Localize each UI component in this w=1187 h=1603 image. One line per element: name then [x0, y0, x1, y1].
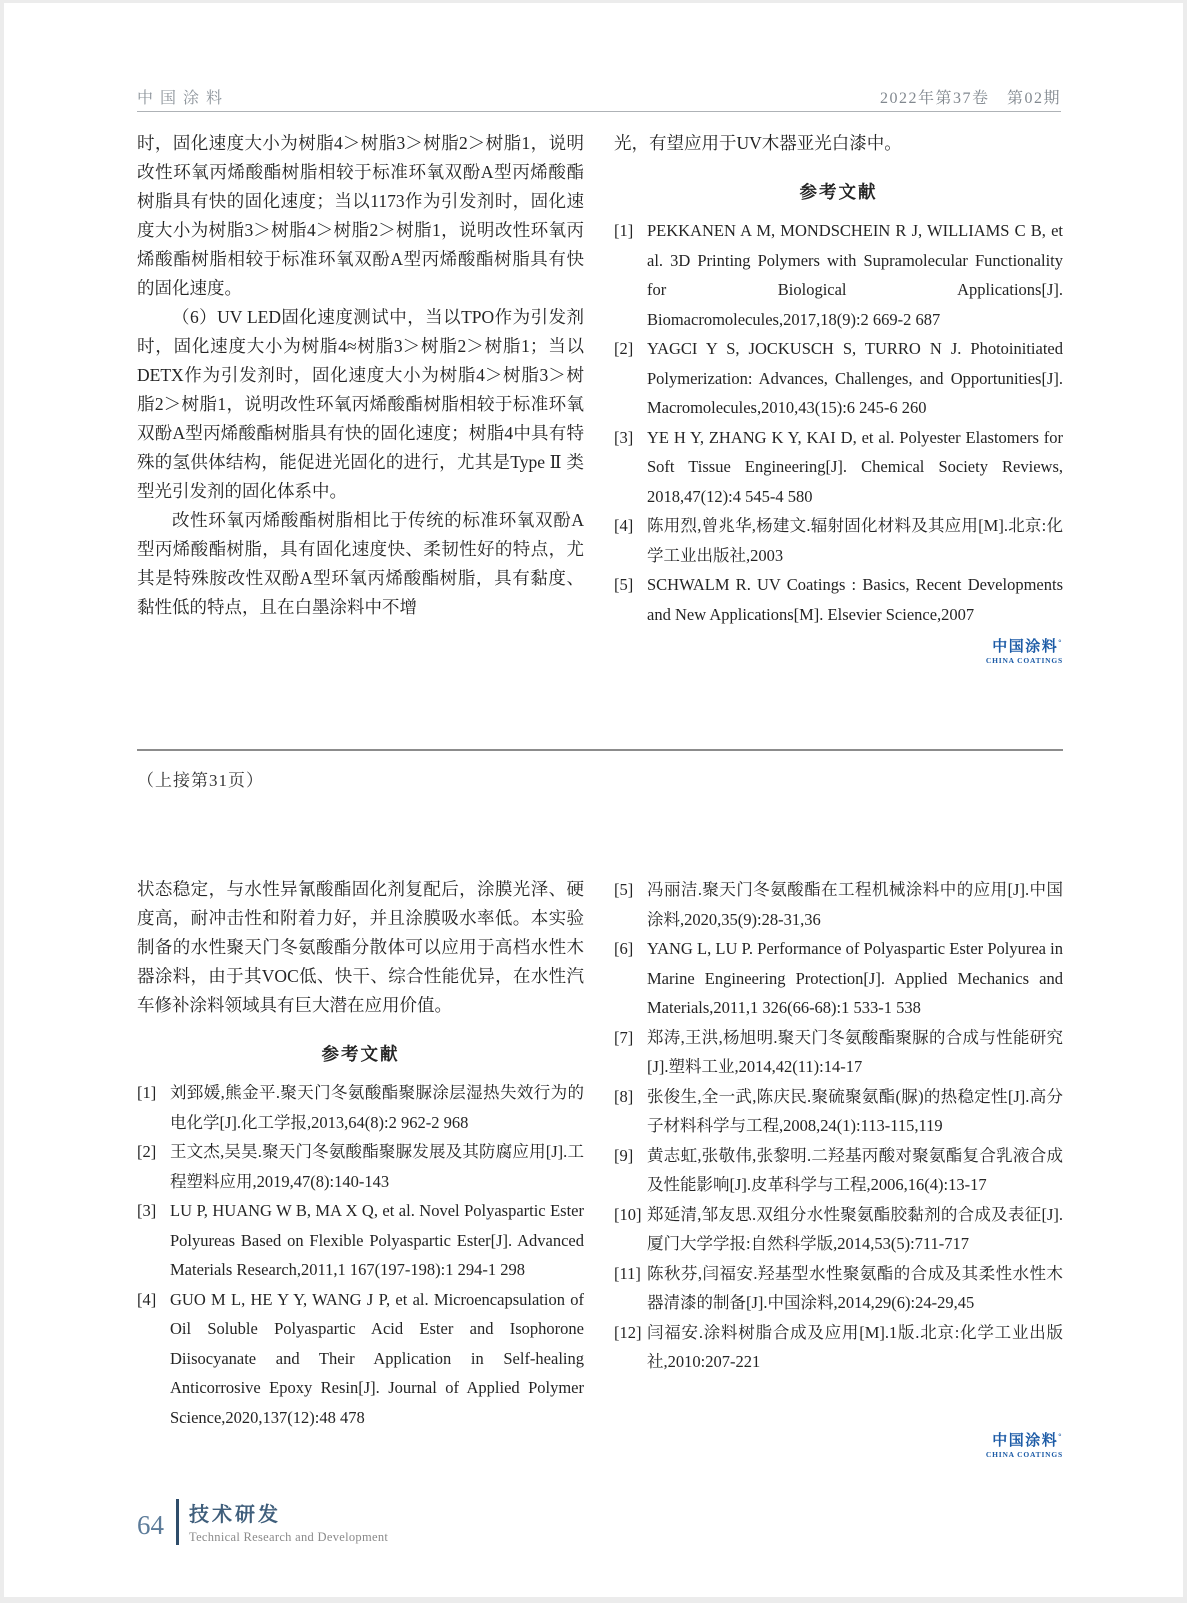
reference-number: [10] — [614, 1204, 642, 1224]
reference-item — [614, 1141, 1063, 1200]
reference-number: [2] — [137, 1142, 157, 1161]
header-divider — [137, 111, 1061, 112]
continuation-note: （上接第31页） — [137, 771, 264, 790]
journal-page — [4, 3, 1183, 1597]
body-paragraph: 状态稳定，与水性异氰酸酯固化剂复配后，涂膜光泽、硬度高，耐冲击性和附着力好，并且涂膜吸水率低。本实验制备的水性聚天门冬氨酸酯分散体可以应用于高档水性木器涂料，由于其VOC低、快干、综合性能优异，在水性汽车修补涂料领域具有巨大潜在应用价值。 — [137, 879, 584, 1015]
logo-cn-label: 中国涂料 — [992, 1432, 1059, 1449]
reference-number: [1] — [614, 221, 634, 240]
reference-text: LU P, HUANG W B, MA X Q, et al. Novel Polyaspartic Ester Polyureas Based on Flexible Polyaspartic Ester[J]. Advanced Materials Research,2011,1 167(197-198):1 294-1 298 — [170, 1201, 584, 1279]
reference-number: [3] — [614, 427, 634, 447]
logo-en-text: CHINA COATINGS — [985, 1449, 1063, 1459]
reference-item — [137, 1078, 584, 1137]
issue-info: 2022年第37卷 第02期 — [879, 90, 1061, 107]
reference-number: [9] — [614, 1145, 634, 1165]
reference-text: YANG L, LU P. Performance of Polyaspartic Ester Polyurea in Marine Engineering Protection[J]. Applied Mechanics and Materials,2011,1 326(66-68):1 533-1 538 — [647, 939, 1063, 1017]
reference-number: [11] — [614, 1263, 641, 1283]
footer-section — [189, 1503, 388, 1545]
reference-text: 陈秋芬,闫福安.羟基型水性聚氨酯的合成及其柔性水性木器清漆的制备[J].中国涂料,2014,29(6):24-29,45 — [647, 1263, 1063, 1312]
top-section — [137, 129, 1063, 665]
china-coatings-logo — [614, 1429, 1063, 1459]
reference-text: 王文杰,吴昊.聚天门冬氨酸酯聚脲发展及其防腐应用[J].工程塑料应用,2019,47(8):140-143 — [170, 1142, 584, 1191]
references-heading: 参考文献 — [321, 1044, 400, 1064]
reference-text: 冯丽洁.聚天门冬氨酸酯在工程机械涂料中的应用[J].中国涂料,2020,35(9):28-31,36 — [647, 880, 1063, 929]
reference-text: SCHWALM R. UV Coatings : Basics, Recent Developments and New Applications[M]. Elsevier Science,2007 — [647, 575, 1063, 624]
journal-name: 中国涂料 — [137, 90, 230, 107]
reference-number: [4] — [614, 516, 634, 535]
body-paragraph: （6）UV LED固化速度测试中，当以TPO作为引发剂时，固化速度大小为树脂4≈树脂3＞树脂2＞树脂1；当以DETX作为引发剂时，固化速度大小为树脂4＞树脂3＞树脂2＞树脂1，说明改性环氧丙烯酸酯树脂相较于标准环氧双酚A型丙烯酸酯树脂具有快的固化速度；树脂4中具有特殊的氢供体结构，能促进光固化的进行，尤其是Type Ⅱ 类型光引发剂的固化体系中。 — [137, 307, 584, 501]
reference-number: [5] — [614, 880, 634, 899]
references-heading: 参考文献 — [799, 182, 878, 202]
reference-text: 张俊生,全一武,陈庆民.聚硫聚氨酯(脲)的热稳定性[J].高分子材料科学与工程,2008,24(1):113-115,119 — [647, 1086, 1063, 1135]
body-paragraph: 光，有望应用于UV木器亚光白漆中。 — [614, 133, 902, 153]
reference-number: [5] — [614, 575, 634, 594]
reference-text: PEKKANEN A M, MONDSCHEIN R J, WILLIAMS C B, et al. 3D Printing Polymers with Supramolecular Functionality for Biological Applications[J]. Biomacromolecules,2017,18(9):2 669-2 687 — [647, 221, 1063, 329]
section-divider — [137, 749, 1063, 751]
page-number: 64 — [137, 1510, 164, 1540]
reference-item — [614, 1082, 1063, 1141]
reference-text: 郑涛,王洪,杨旭明.聚天门冬氨酸酯聚脲的合成与性能研究[J].塑料工业,2014,42(11):14-17 — [647, 1027, 1063, 1076]
reference-number: [4] — [137, 1289, 157, 1309]
logo-cn-text — [614, 635, 1063, 655]
reference-text: YAGCI Y S, JOCKUSCH S, TURRO N J. Photoinitiated Polymerization: Advances, Challenges, and Opportunities[J]. Macromolecules,2010,43(15):6 245-6 260 — [647, 339, 1063, 417]
footer-divider-bar — [176, 1499, 179, 1545]
reference-text: 闫福安.涂料树脂合成及应用[M].1版.北京:化学工业出版社,2010:207-221 — [647, 1322, 1063, 1371]
reference-item — [614, 1200, 1063, 1259]
reference-number: [6] — [614, 939, 634, 958]
top-left-column — [137, 129, 584, 665]
reference-item — [614, 875, 1063, 934]
reference-item — [137, 1196, 584, 1285]
section-title-cn: 技术研发 — [189, 1504, 281, 1526]
reference-text: GUO M L, HE Y Y, WANG J P, et al. Microencapsulation of Oil Soluble Polyaspartic Acid Ester and Isophorone Diisocyanate and Their Application in Self-healing Anticorrosive Epoxy Resin[J]. Journal of Applied Polymer Science,2020,137(12):48 478 — [170, 1289, 584, 1427]
reference-item — [614, 570, 1063, 629]
reference-number: [2] — [614, 339, 634, 358]
logo-en-text: CHINA COATINGS — [985, 656, 1063, 665]
reference-text: YE H Y, ZHANG K Y, KAI D, et al. Polyester Elastomers for Soft Tissue Engineering[J]. Chemical Society Reviews, 2018,47(12):4 545-4 580 — [647, 427, 1063, 506]
reference-text: 陈用烈,曾兆华,杨建文.辐射固化材料及其应用[M].北京:化学工业出版社,2003 — [647, 516, 1063, 565]
reference-item — [614, 216, 1063, 334]
reference-item — [614, 1318, 1063, 1377]
china-coatings-logo — [614, 635, 1063, 665]
reference-item — [137, 1285, 584, 1433]
bottom-left-column — [137, 875, 584, 1459]
reference-number: [8] — [614, 1086, 634, 1106]
logo-trademark-icon: ° — [1058, 638, 1063, 647]
reference-item — [614, 1023, 1063, 1082]
reference-item — [614, 934, 1063, 1023]
reference-number: [7] — [614, 1027, 634, 1047]
reference-list — [614, 216, 1063, 629]
logo-cn-label: 中国涂料 — [992, 639, 1059, 655]
body-paragraph: 改性环氧丙烯酸酯树脂相比于传统的标准环氧双酚A型丙烯酸酯树脂，具有固化速度快、柔韧性好的特点，尤其是特殊胺改性双酚A型环氧丙烯酸酯树脂，具有黏度、黏性低的特点，且在白墨涂料中不增 — [137, 510, 584, 617]
bottom-right-column — [614, 875, 1063, 1459]
reference-item — [137, 1137, 584, 1196]
page-header — [137, 85, 1061, 108]
reference-number: [3] — [137, 1201, 157, 1220]
section-title-en: Technical Research and Development — [189, 1530, 389, 1544]
reference-text: 黄志虹,张敬伟,张黎明.二羟基丙酸对聚氨酯复合乳液合成及性能影响[J].皮革科学与工程,2006,16(4):13-17 — [647, 1145, 1063, 1194]
logo-cn-text — [614, 1429, 1063, 1449]
body-paragraph: 时，固化速度大小为树脂4＞树脂3＞树脂2＞树脂1，说明改性环氧丙烯酸酯树脂相较于标准环氧双酚A型丙烯酸酯树脂具有快的固化速度；当以1173作为引发剂时，固化速度大小为树脂3＞树脂4＞树脂2＞树脂1，说明改性环氧丙烯酸酯树脂相较于标准环氧双酚A型丙烯酸酯树脂具有快的固化速度。 — [137, 133, 584, 298]
reference-item — [614, 511, 1063, 570]
reference-text: 刘郅媛,熊金平.聚天门冬氨酸酯聚脲涂层湿热失效行为的电化学[J].化工学报,2013,64(8):2 962-2 968 — [170, 1083, 584, 1132]
top-right-column — [614, 129, 1063, 665]
reference-list — [614, 875, 1063, 1377]
reference-list — [137, 1078, 584, 1432]
reference-number: [12] — [614, 1322, 642, 1342]
reference-item — [614, 1259, 1063, 1318]
reference-item — [614, 334, 1063, 423]
reference-number: [1] — [137, 1083, 157, 1102]
logo-trademark-icon: ° — [1058, 1431, 1063, 1441]
reference-item — [614, 423, 1063, 512]
reference-text: 郑延清,邹友思.双组分水性聚氨酯胶黏剂的合成及表征[J].厦门大学学报:自然科学版,2014,53(5):711-717 — [647, 1204, 1063, 1253]
page-footer — [137, 1499, 388, 1545]
bottom-section — [137, 875, 1063, 1459]
